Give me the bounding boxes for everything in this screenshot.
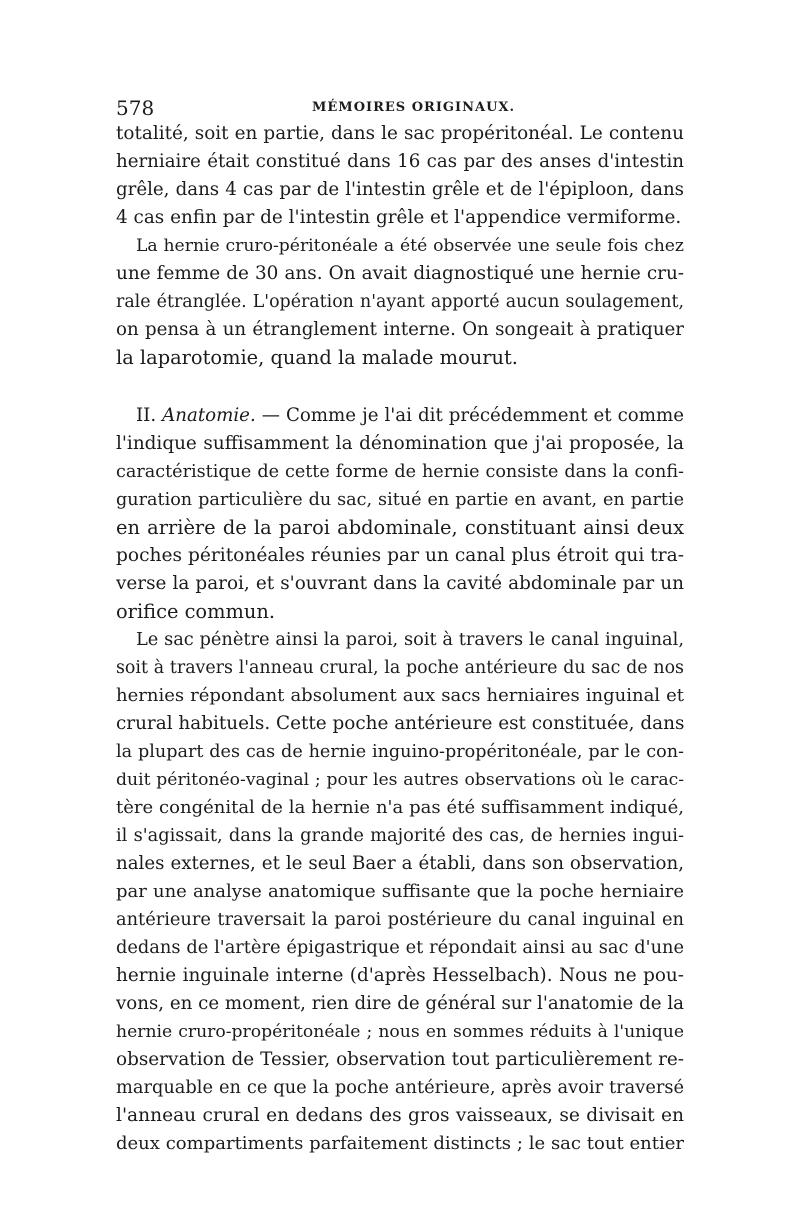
page-number: 578	[116, 96, 155, 120]
text-line: la laparotomie, quand la malade mourut.	[116, 346, 518, 369]
text-line: en arrière de la paroi abdominale, constituant ainsi deux	[116, 516, 684, 539]
text-line: une femme de 30 ans. On avait diagnostiqué une hernie cru-	[116, 263, 684, 284]
text-line: rale étranglée. L'opération n'ayant apporté aucun soulagement,	[116, 292, 684, 312]
paragraph-continuation	[116, 120, 684, 232]
text-line: par une analyse anatomique suffisante que la poche herniaire	[116, 881, 684, 902]
section-title: Anatomie.	[162, 405, 256, 426]
text-line: soit à travers l'anneau crural, la poche antérieure du sac de nos	[116, 658, 684, 678]
paragraph-cruro-peritoneal	[116, 232, 684, 372]
text-line: totalité, soit en partie, dans le sac propéritonéal. Le contenu	[116, 123, 684, 144]
section-first-line-text: — Comme je l'ai dit précédemment et comme	[255, 405, 684, 426]
paragraph-sac	[116, 626, 684, 1158]
text-line: crural habituels. Cette poche antérieure est constituée, dans	[116, 713, 684, 734]
text-line: dedans de l'artère épigastrique et répondait ainsi au sac d'une	[116, 937, 684, 958]
text-line: guration particulière du sac, situé en partie en avant, en partie	[116, 490, 684, 510]
text-line: grêle, dans 4 cas par de l'intestin grêle et de l'épiploon, dans	[116, 179, 684, 200]
text-line: hernie inguinale interne (d'après Hesselbach). Nous ne pou-	[116, 965, 684, 986]
text-line: La hernie cruro-péritonéale a été observée une seule fois chez	[136, 236, 684, 256]
text-line: antérieure traversait la paroi postérieure du canal inguinal en	[116, 909, 684, 930]
section-spacer	[116, 372, 684, 402]
text-line: on pensa à un étranglement interne. On songeait à pratiquer	[116, 319, 684, 340]
text-line: vons, en ce moment, rien dire de général sur l'anatomie de la	[116, 993, 684, 1014]
section-number: II.	[136, 405, 157, 426]
body-text	[116, 120, 684, 1158]
text-line: il s'agissait, dans la grande majorité des cas, de hernies ingui-	[116, 825, 684, 846]
running-title: MÉMOIRES ORIGINAUX.	[312, 100, 516, 115]
text-line: l'anneau crural en dedans des gros vaisseaux, se divisait en	[116, 1105, 684, 1126]
text-line: observation de Tessier, observation tout particulièrement re-	[116, 1049, 684, 1070]
text-line: 4 cas enfin par de l'intestin grêle et l'appendice vermiforme.	[116, 207, 682, 228]
text-line: Le sac pénètre ainsi la paroi, soit à travers le canal inguinal,	[136, 629, 684, 650]
text-line: herniaire était constitué dans 16 cas par des anses d'intestin	[116, 151, 684, 172]
running-head	[116, 96, 684, 120]
text-line: hernies répondant absolument aux sacs herniaires inguinal et	[116, 685, 684, 706]
text-line: nales externes, et le seul Baer a établi, dans son observation,	[116, 853, 684, 874]
section-first-line	[116, 402, 684, 430]
text-line: orifice commun.	[116, 600, 276, 623]
text-line: l'indique suffisamment la dénomination que j'ai proposée, la	[116, 433, 684, 454]
text-line: caractéristique de cette forme de hernie consiste dans la confi-	[116, 462, 684, 482]
text-line: verse la paroi, et s'ouvrant dans la cavité abdominale par un	[116, 573, 684, 594]
text-line: poches péritonéales réunies par un canal plus étroit qui tra-	[116, 545, 684, 566]
text-line: marquable en ce que la poche antérieure, après avoir traversé	[116, 1077, 684, 1098]
text-line: deux compartiments parfaitement distincts ; le sac tout entier	[116, 1133, 684, 1154]
section-anatomie	[116, 402, 684, 626]
text-line: tère congénital de la hernie n'a pas été suffisamment indiqué,	[116, 797, 684, 818]
text-line: duit péritonéo-vaginal ; pour les autres observations où le carac-	[116, 770, 684, 790]
text-line: hernie cruro-propéritonéale ; nous en sommes réduits à l'unique	[116, 1022, 684, 1042]
text-line: la plupart des cas de hernie inguino-propéritonéale, par le con-	[116, 742, 684, 762]
